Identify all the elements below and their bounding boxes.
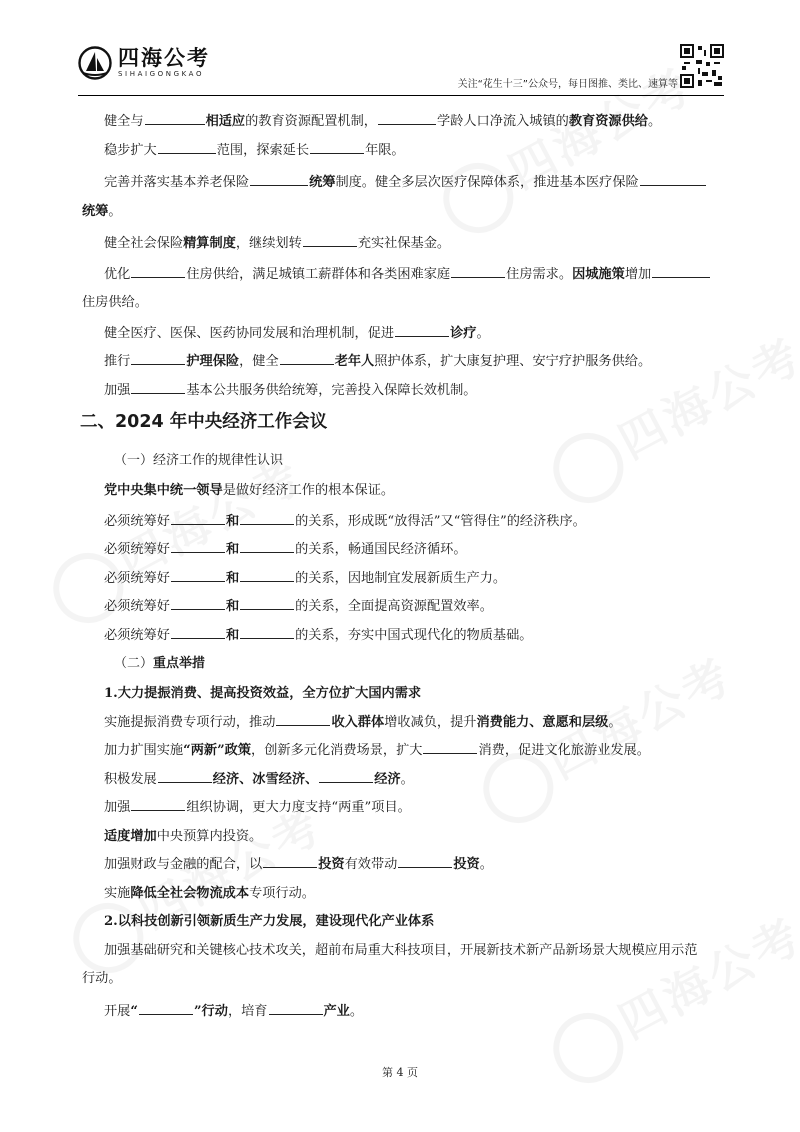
fill-blank[interactable] xyxy=(171,595,225,610)
paragraph: 必须统筹好 和 的关系，夯实中国式现代化的物质基础。 xyxy=(104,622,724,651)
paragraph: 加强 组织协调，更大力度支持“两重”项目。 xyxy=(104,794,724,823)
fill-blank[interactable] xyxy=(240,624,294,639)
page-header xyxy=(78,40,722,94)
paragraph: 统筹。 xyxy=(82,203,122,219)
fill-blank[interactable] xyxy=(240,538,294,553)
paragraph: 必须统筹好 和 的关系，畅通国民经济循环。 xyxy=(104,536,724,565)
fill-blank[interactable] xyxy=(640,171,706,186)
paragraph: 加强财政与金融的配合，以 投资有效带动 投资。 xyxy=(104,851,724,880)
fill-blank[interactable] xyxy=(451,263,505,278)
item-heading: 1.大力提振消费、提高投资效益，全方位扩大国内需求 xyxy=(104,686,422,701)
header-rule xyxy=(78,95,724,96)
fill-blank[interactable] xyxy=(131,263,185,278)
fill-blank[interactable] xyxy=(319,768,373,783)
fill-blank[interactable] xyxy=(240,595,294,610)
fill-blank[interactable] xyxy=(378,110,436,125)
logo xyxy=(78,46,210,80)
fill-blank[interactable] xyxy=(395,322,449,337)
paragraph: 完善并落实基本养老保险 统筹制度。健全多层次医疗保障体系，推进基本医疗保险 xyxy=(104,169,724,198)
fill-blank[interactable] xyxy=(145,110,205,125)
fill-blank[interactable] xyxy=(171,624,225,639)
fill-blank[interactable] xyxy=(171,538,225,553)
fill-blank[interactable] xyxy=(398,853,452,868)
header-note: 关注“花生十三”公众号，每日图推、类比、速算等 xyxy=(457,79,678,90)
paragraph: 优化 住房供给，满足城镇工薪群体和各类困难家庭 住房需求。因城施策增加 xyxy=(104,261,724,290)
paragraph: 必须统筹好 和 的关系，形成既“放得活”又“管得住”的经济秩序。 xyxy=(104,508,724,537)
paragraph: 加力扩围实施“两新”政策，创新多元化消费场景，扩大 消费，促进文化旅游业发展。 xyxy=(104,737,724,766)
fill-blank[interactable] xyxy=(423,739,477,754)
paragraph: 开展“ ”行动，培育 产业。 xyxy=(104,998,724,1027)
paragraph: 必须统筹好 和 的关系，因地制宜发展新质生产力。 xyxy=(104,565,724,594)
document-body xyxy=(80,108,724,1026)
fill-blank[interactable] xyxy=(310,139,364,154)
sail-logo-icon xyxy=(78,46,112,80)
paragraph: 适度增加中央预算内投资。 xyxy=(104,828,263,844)
paragraph: 稳步扩大 范围，探索延长 年限。 xyxy=(104,137,724,166)
paragraph: 必须统筹好 和 的关系，全面提高资源配置效率。 xyxy=(104,593,724,622)
paragraph: 健全与 相适应的教育资源配置机制， 学龄人口净流入城镇的教育资源供给。 xyxy=(104,108,724,137)
subsection-heading: （二）重点举措 xyxy=(114,656,206,671)
fill-blank[interactable] xyxy=(652,263,710,278)
fill-blank[interactable] xyxy=(240,510,294,525)
fill-blank[interactable] xyxy=(158,768,212,783)
qr-code-icon xyxy=(680,44,724,88)
fill-blank[interactable] xyxy=(171,567,225,582)
page-number: 第 4 页 xyxy=(382,1066,418,1079)
paragraph: 健全社会保险精算制度，继续划转 充实社保基金。 xyxy=(104,230,724,259)
fill-blank[interactable] xyxy=(303,232,357,247)
fill-blank[interactable] xyxy=(269,1000,323,1015)
fill-blank[interactable] xyxy=(131,350,185,365)
paragraph: 实施提振消费专项行动，推动 收入群体增收减负，提升消费能力、意愿和层级。 xyxy=(104,709,724,738)
fill-blank[interactable] xyxy=(171,510,225,525)
fill-blank[interactable] xyxy=(280,350,334,365)
logo-subtitle: SIHAIGONGKAO xyxy=(118,70,205,78)
fill-blank[interactable] xyxy=(158,139,216,154)
logo-title: 四海公考 xyxy=(118,46,210,70)
fill-blank[interactable] xyxy=(276,711,330,726)
item-heading: 2.以科技创新引领新质生产力发展，建设现代化产业体系 xyxy=(104,914,435,929)
paragraph: 党中央集中统一领导是做好经济工作的根本保证。 xyxy=(104,483,395,498)
paragraph: 住房供给。 xyxy=(82,295,148,310)
fill-blank[interactable] xyxy=(250,171,308,186)
fill-blank[interactable] xyxy=(139,1000,193,1015)
paragraph: 健全医疗、医保、医药协同发展和治理机制，促进 诊疗。 xyxy=(104,320,724,349)
section-heading: 二、2024 年中央经济工作会议 xyxy=(80,412,328,432)
paragraph: 加强 基本公共服务供给统筹，完善投入保障长效机制。 xyxy=(104,377,724,406)
fill-blank[interactable] xyxy=(263,853,317,868)
fill-blank[interactable] xyxy=(240,567,294,582)
fill-blank[interactable] xyxy=(131,379,185,394)
subsection-heading: （一）经济工作的规律性认识 xyxy=(114,453,284,468)
paragraph: 积极发展 经济、冰雪经济、 经济。 xyxy=(104,766,724,795)
fill-blank[interactable] xyxy=(131,796,185,811)
paragraph: 加强基础研究和关键核心技术攻关，超前布局重大科技项目，开展新技术新产品新场景大规模应用示范行动。 xyxy=(82,942,698,986)
paragraph: 实施降低全社会物流成本专项行动。 xyxy=(104,885,315,901)
paragraph: 推行 护理保险，健全 老年人照护体系，扩大康复护理、安宁疗护服务供给。 xyxy=(104,348,724,377)
